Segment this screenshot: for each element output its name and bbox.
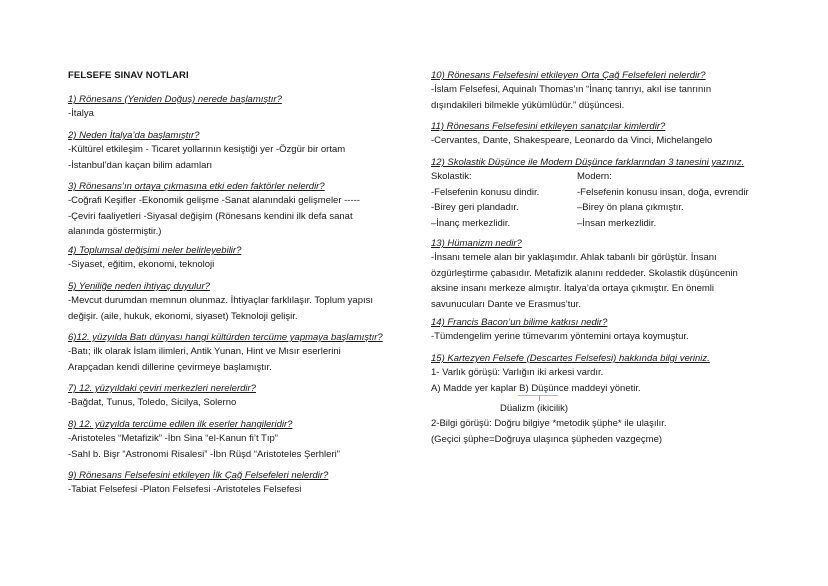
answer-15: 1- Varlık görüşü: Varlığın iki arkesi vardır. A) Madde yer kaplar B) Düşünce maddeyi yönetir.	[431, 367, 641, 394]
answer-8: -Aristoteles “Metafizik” -İbn Sina “el-Kanun fi’t Tıp” -Sahl b. Bişr “Astronomi Risalesi” -İbn Rüşd “Aristoteles Şerhleri”	[68, 433, 340, 460]
question-5: 5) Yeniliğe neden ihtiyaç duyulur?	[68, 281, 210, 292]
answer-7: -Bağdat, Tunus, Toledo, Sicilya, Solerno	[68, 397, 237, 408]
answer-1: -İtalya	[68, 108, 94, 119]
question-14: 14) Francis Bacon’un bilime katkısı nedir?	[431, 317, 608, 328]
comparison-row: Skolastik: Modern:	[431, 171, 612, 182]
document-title: FELSEFE SINAV NOTLARI	[68, 70, 189, 81]
question-15: 15) Kartezyen Felsefe (Descartes Felsefesi) hakkında bilgi veriniz.	[431, 353, 710, 364]
question-4: 4) Toplumsal değişimi neler belirleyebilir?	[68, 245, 242, 256]
answer-15-knowledge: 2-Bilgi görüşü: Doğru bilgiye *metodik şüphe* ile ulaşılır. (Geçici şüphe=Doğruya ulaşınca şüpheden vazgeçme)	[431, 418, 667, 445]
answer-9: -Tabiat Felsefesi -Platon Felsefesi -Aristoteles Felsefesi	[68, 484, 302, 495]
answer-14: -Tümdengelim yerine tümevarım yöntemini ortaya koymuştur.	[431, 331, 689, 342]
question-11: 11) Rönesans Felsefesini etkileyen sanatçılar kimlerdir?	[431, 121, 666, 132]
answer-4: -Siyaset, eğitim, ekonomi, teknoloji	[68, 259, 215, 270]
answer-11: -Cervantes, Dante, Shakespeare, Leonardo da Vinci, Michelangelo	[431, 135, 713, 146]
comparison-row: -Birey geri plandadır. –Birey ön plana çıkmıştır.	[431, 202, 684, 213]
comparison-row: –İnanç merkezlidir. –İnsan merkezlidir.	[431, 217, 657, 229]
question-2: 2) Neden İtalya’da başlamıştır?	[68, 130, 200, 141]
answer-3: -Coğrafi Keşifler -Ekonomik gelişme -Sanat alanındaki gelişmeler ----- -Çeviri faaliyetleri -Siyasal değişim (Rönesans kendini ilk defa sanat alanında göstermiştir.)	[68, 195, 360, 237]
comparison-row: -Felsefenin konusu dindir. -Felsefenin konusu insan, doğa, evrendir	[431, 186, 749, 198]
question-13: 13) Hümanizm nedir?	[431, 238, 522, 249]
question-12: 12) Skolastik Düşünce ile Modern Düşünce farklarından 3 tanesini yazınız.	[431, 157, 745, 168]
annotation-line	[518, 395, 558, 396]
dualism-label: Düalizm (ikicilik)	[500, 403, 569, 414]
question-8: 8) 12. yüzyılda tercüme edilen ilk eserler hangileridir?	[68, 419, 293, 430]
comparison-table	[431, 169, 749, 231]
answer-10: -İslam Felsefesi, Aquinalı Thomas’ın “İnanç tanrıyı, akıl ise tanrının dışındakileri bilmekle yükümlüdür.” düşüncesi.	[431, 84, 712, 111]
question-9: 9) Rönesans Felsefesini etkileyen İlk Çağ Felsefeleri nelerdir?	[68, 470, 329, 481]
answer-13: -İnsanı temele alan bir yaklaşımdır. Ahlak tabanlı bir görüştür. İnsanı özgürleştirme çabasıdır. Metafizik alanını reddeder. Skolastik düşüncenin aksine insanı merkeze almıştır. İtalya’da ortaya çıkmıştır. En önemli savunucuları Dante ve Erasmus’tur.	[431, 252, 738, 310]
answer-2: -Kültürel etkileşim - Ticaret yollarının kesiştiği yer -Özgür bir ortam -İstanbul’dan kaçan bilim adamları	[68, 144, 346, 171]
question-10: 10) Rönesans Felsefesini etkileyen Orta Çağ Felsefeleri nelerdir?	[431, 70, 706, 81]
question-6: 6)12. yüzyılda Batı dünyası hangi kültürden tercüme yapmaya başlamıştır?	[68, 332, 383, 343]
answer-6: -Batı; ilk olarak İslam ilimleri, Antik Yunan, Hint ve Mısır eserlerini Arapçadan kendi dillerine çevirmeye başlamıştır.	[68, 346, 341, 373]
question-7: 7) 12. yüzyıldaki çeviri merkezleri nerelerdir?	[68, 383, 256, 394]
question-3: 3) Rönesans’ın ortaya çıkmasına etki eden faktörler nelerdir?	[68, 181, 325, 192]
answer-5: -Mevcut durumdan memnun olunmaz. İhtiyaçlar farklılaşır. Toplum yapısı değişir. (aile, hukuk, ekonomi, siyaset) Teknoloji gelişir.	[68, 295, 374, 322]
question-1: 1) Rönesans (Yeniden Doğuş) nerede başlamıştır?	[68, 94, 282, 105]
